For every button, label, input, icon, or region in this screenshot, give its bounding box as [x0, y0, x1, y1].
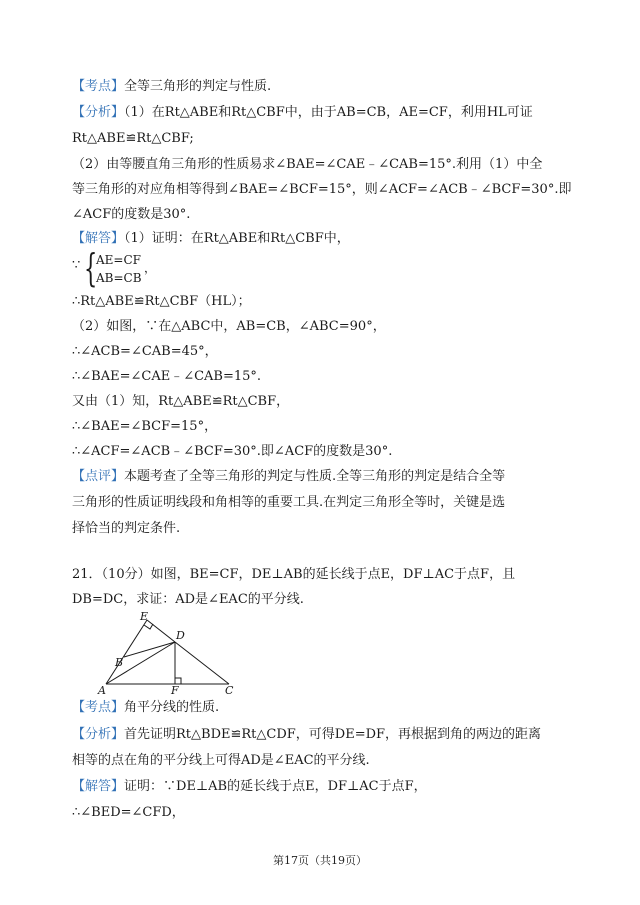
- label-e: E: [140, 612, 149, 623]
- brace-system: [72, 248, 192, 292]
- q21-jieda-text-1: 证明：∵DE⊥AB的延长线于点E，DF⊥AC于点F，: [124, 779, 427, 794]
- jieda-line-8: ∴∠BAE=∠BCF=15°，: [72, 419, 218, 434]
- q21-jieda-line-2: ∴∠BED=∠CFD，: [72, 805, 185, 820]
- jieda-line-3: ∴Rt△ABE≌Rt△CBF（HL）；: [72, 294, 251, 309]
- q21-jieda-line-1: [72, 778, 427, 796]
- brace-line-1: AE=CF: [96, 253, 141, 267]
- q21-kaodian-line: [72, 699, 219, 717]
- q21-fenxi-tag: 【分析】: [72, 727, 125, 742]
- kaodian-tag: 【考点】: [72, 79, 125, 94]
- q21-fenxi-line-2: 相等的点在角的平分线上可得AD是∠EAC的平分线.: [72, 753, 370, 768]
- dianping-tag: 【点评】: [72, 469, 125, 484]
- kaodian-text: 全等三角形的判定与性质.: [124, 79, 272, 94]
- q21-line-1: 21．（10分）如图，BE=CF，DE⊥AB的延长线于点E，DF⊥AC于点F，且: [72, 567, 516, 582]
- page-footer: 第17页（共19页）: [273, 854, 367, 867]
- brace-line-2: AB=CB: [96, 271, 142, 285]
- fenxi-line-3: （2）由等腰直角三角形的性质易求∠BAE=∠CAE﹣∠CAB=15°.利用（1）中全: [72, 157, 543, 172]
- fenxi-line-5: ∠ACF的度数是30°.: [72, 207, 191, 222]
- geometry-figure: [96, 612, 246, 696]
- q21-line-2: DB=DC，求证：AD是∠EAC的平分线.: [72, 592, 304, 607]
- label-a: A: [98, 684, 106, 696]
- left-brace: {: [84, 246, 98, 290]
- dianping-text-1: 本题考查了全等三角形的判定与性质.全等三角形的判定是结合全等: [124, 469, 506, 484]
- dianping-line-2: 三角形的性质证明线段和角相等的重要工具.在判定三角形全等时，关键是选: [72, 495, 506, 510]
- dianping-line-1: [72, 468, 505, 486]
- fenxi-line-1: [72, 104, 533, 122]
- q21-kaodian-tag: 【考点】: [72, 700, 125, 715]
- jieda-line-9: ∴∠ACF=∠ACB﹣∠BCF=30°.即∠ACF的度数是30°.: [72, 444, 393, 459]
- right-angle-e: [144, 624, 153, 629]
- jieda-line-1: [72, 230, 350, 248]
- q21-jieda-tag: 【解答】: [72, 779, 125, 794]
- segment-ed: [147, 620, 175, 642]
- fenxi-text-1: （1）在Rt△ABE和Rt△CBF中，由于AB=CB，AE=CF，利用HL可证: [124, 105, 533, 120]
- q21-fenxi-line-1: [72, 726, 541, 744]
- brace-comma: ，: [144, 261, 157, 275]
- jieda-line-4: （2）如图，∵在△ABC中，AB=CB，∠ABC=90°，: [72, 319, 386, 334]
- jieda-line-5: ∴∠ACB=∠CAB=45°，: [72, 344, 218, 359]
- segment-dc: [175, 642, 229, 684]
- jieda-tag: 【解答】: [72, 231, 125, 246]
- because-symbol: ∵: [72, 258, 81, 273]
- dianping-line-3: 择恰当的判定条件.: [72, 521, 181, 536]
- fenxi-tag: 【分析】: [72, 105, 125, 120]
- label-c: C: [225, 684, 234, 696]
- jieda-text-1: （1）证明：在Rt△ABE和Rt△CBF中，: [124, 231, 350, 246]
- q21-kaodian-text: 角平分线的性质.: [124, 700, 220, 715]
- q21-fenxi-text-1: 首先证明Rt△BDE≌Rt△CDF，可得DE=DF，再根据到角的两边的距离: [124, 727, 542, 742]
- label-f: F: [171, 684, 179, 696]
- jieda-line-7: 又由（1）知，Rt△ABE≌Rt△CBF，: [72, 394, 290, 409]
- jieda-line-6: ∴∠BAE=∠CAE﹣∠CAB=15°.: [72, 369, 262, 384]
- kaodian-line: [72, 78, 271, 96]
- label-d: D: [176, 629, 185, 642]
- fenxi-line-4: 等三角形的对应角相等得到∠BAE=∠BCF=15°，则∠ACF=∠ACB﹣∠BCF=30°.即: [72, 182, 572, 197]
- fenxi-line-2: Rt△ABE≌Rt△CBF;: [72, 131, 194, 146]
- label-b: B: [115, 656, 124, 669]
